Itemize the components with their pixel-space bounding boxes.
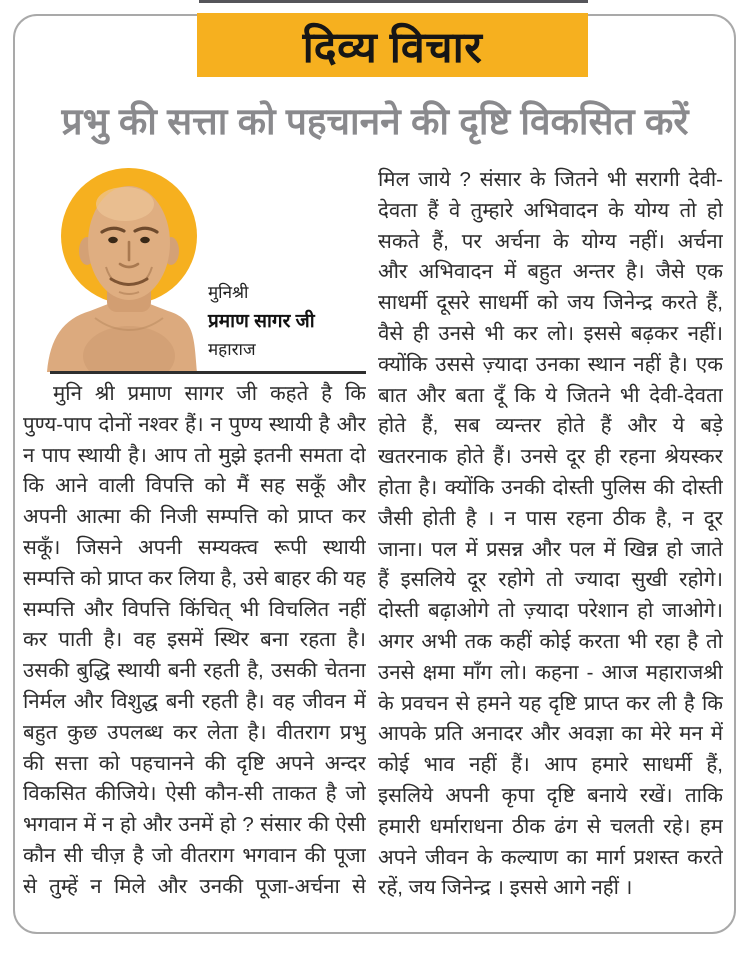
text-line: अपनी आत्मा की निजी सम्पत्ति को प्राप्त कर: [23, 505, 366, 529]
text-line: सकते हैं, पर अर्चना के योग्य नहीं। अर्चना: [378, 229, 723, 253]
text-line: कोई भाव नहीं हैं। आप हमारे साधर्मी हैं,: [378, 753, 723, 777]
text-line: बहुत कुछ उपलब्ध कर लेता है। वीतराग प्रभु: [23, 720, 366, 744]
text-line: जैसी होती है । न पास रहना ठीक है, न दूर: [378, 506, 723, 530]
text-line: उसकी बुद्धि स्थायी बनी रहती है, उसकी चेतना: [23, 659, 366, 683]
headline: प्रभु की सत्ता को पहचानने की दृष्टि विकसित करें: [61, 101, 689, 142]
text-line: विकसित कीजिये। ऐसी कौन-सी ताकत है जो: [23, 782, 366, 806]
text-line: होते हैं, सब व्यन्तर होते हैं और ये बड़े: [378, 414, 723, 438]
article-column-right: [378, 165, 723, 904]
text-line: अपने जीवन के कल्याण का मार्ग प्रशस्त करते: [378, 845, 723, 869]
text-line: रहें, जय जिनेन्द्र । इससे आगे नहीं ।: [378, 876, 633, 900]
text-line: भगवान में न हो और उनमें हो ? संसार की ऐसी: [23, 813, 366, 837]
text-line: दोस्ती बढ़ाओगे तो ज़्यादा परेशान हो जाओगे।: [378, 599, 723, 623]
photo-divider-rule: [50, 371, 366, 374]
monk-portrait-image: [45, 168, 201, 372]
portrait-eyes: [108, 237, 118, 243]
text-line: सकूँ। जिसने अपनी सम्यक्त्व रूपी स्थायी: [23, 535, 366, 559]
kicker-banner: [197, 13, 588, 77]
text-line: इसलिये अपनी कृपा दृष्टि बनाये रखें। ताकि: [378, 783, 723, 807]
text-line: मिल जाये ? संसार के जितने भी सरागी देवी-: [378, 168, 723, 191]
text-line: हैं इसलिये दूर रहोगे तो ज्यादा सुखी रहोगे।: [378, 568, 723, 592]
author-caption: [208, 279, 366, 364]
text-line: अगर अभी तक कहीं कोई करता भी रहा है तो: [378, 629, 723, 653]
text-line: बात और बता दूँ कि ये जितने भी देवी-देवता: [378, 383, 723, 407]
text-line: मुनि श्री प्रमाण सागर जी कहते है कि: [53, 382, 366, 405]
portrait-bald-crown-highlight: [96, 187, 154, 221]
text-line: उनसे क्षमा माँग लो। कहना - आज महाराजश्री: [378, 660, 723, 684]
text-line: और अभिवादन में बहुत अन्तर है। जैसे एक: [378, 260, 723, 284]
scan-edge-mark: [199, 0, 588, 3]
text-line: पुण्य-पाप दोनों नश्वर हैं। न पुण्य स्थायी है और: [23, 412, 366, 436]
text-line: देवता हैं वे तुम्हारे अभिवादन के योग्य तो हो: [378, 198, 723, 222]
text-line: निर्मल और विशुद्ध बनी रहती है। वह जीवन में: [23, 689, 366, 713]
text-line: सम्पत्ति को प्राप्त कर लिया है, उसे बाहर की यह: [23, 566, 366, 590]
portrait-eye-right: [140, 237, 150, 243]
text-line: की सत्ता को पहचानने की दृष्टि अपने अन्दर: [23, 751, 366, 775]
author-honorific: महाराज: [208, 340, 256, 359]
monk-portrait-illustration: [45, 168, 201, 372]
text-line: आपके प्रति अनादर और अवज्ञा का मेरे मन में: [378, 722, 723, 746]
kicker-text: दिव्य विचार: [302, 23, 483, 72]
text-line: साधर्मी दूसरे साधर्मी को जय जिनेन्द्र करते हैं,: [378, 291, 723, 315]
author-title: मुनिश्री: [208, 283, 249, 302]
article-column-left: [23, 379, 366, 903]
author-name: प्रमाण सागर जी: [208, 311, 315, 332]
text-line: न पाप स्थायी है। आप तो मुझे इतनी समता दो: [23, 443, 366, 467]
text-line: जाना। पल में प्रसन्न और पल में खिन्न हो जाते: [378, 537, 723, 561]
text-line: होता है। क्योंकि उनकी दोस्ती पुलिस की दोस्ती: [378, 475, 723, 499]
text-line: के प्रवचन से हमने यह दृष्टि प्राप्त कर ली है कि: [378, 691, 723, 715]
text-line: कर पाती है। वह इसमें स्थिर बना रहता है।: [23, 628, 366, 652]
text-line: वैसे ही उनसे भी कर लो। इससे बढ़कर नहीं।: [378, 321, 723, 345]
text-line: कि आने वाली विपत्ति को मैं सह सकूँ और: [23, 474, 366, 498]
text-line: कौन सी चीज़ है जो वीतराग भगवान की पूजा: [23, 843, 366, 867]
text-line: सम्पत्ति और विपत्ति किंचित् भी विचलित नहीं: [23, 597, 366, 621]
text-line: क्योंकि उससे ज़्यादा उनका स्थान नहीं है। एक: [378, 352, 723, 376]
text-line: खतरनाक होते हैं। उनसे दूर ही रहना श्रेयस्कर: [378, 445, 723, 469]
text-line: से तुम्हें न मिले और उनकी पूजा-अर्चना से: [23, 874, 366, 898]
text-line: हमारी धर्माराधना ठीक ढंग से चलती रहे। हम: [378, 814, 723, 838]
